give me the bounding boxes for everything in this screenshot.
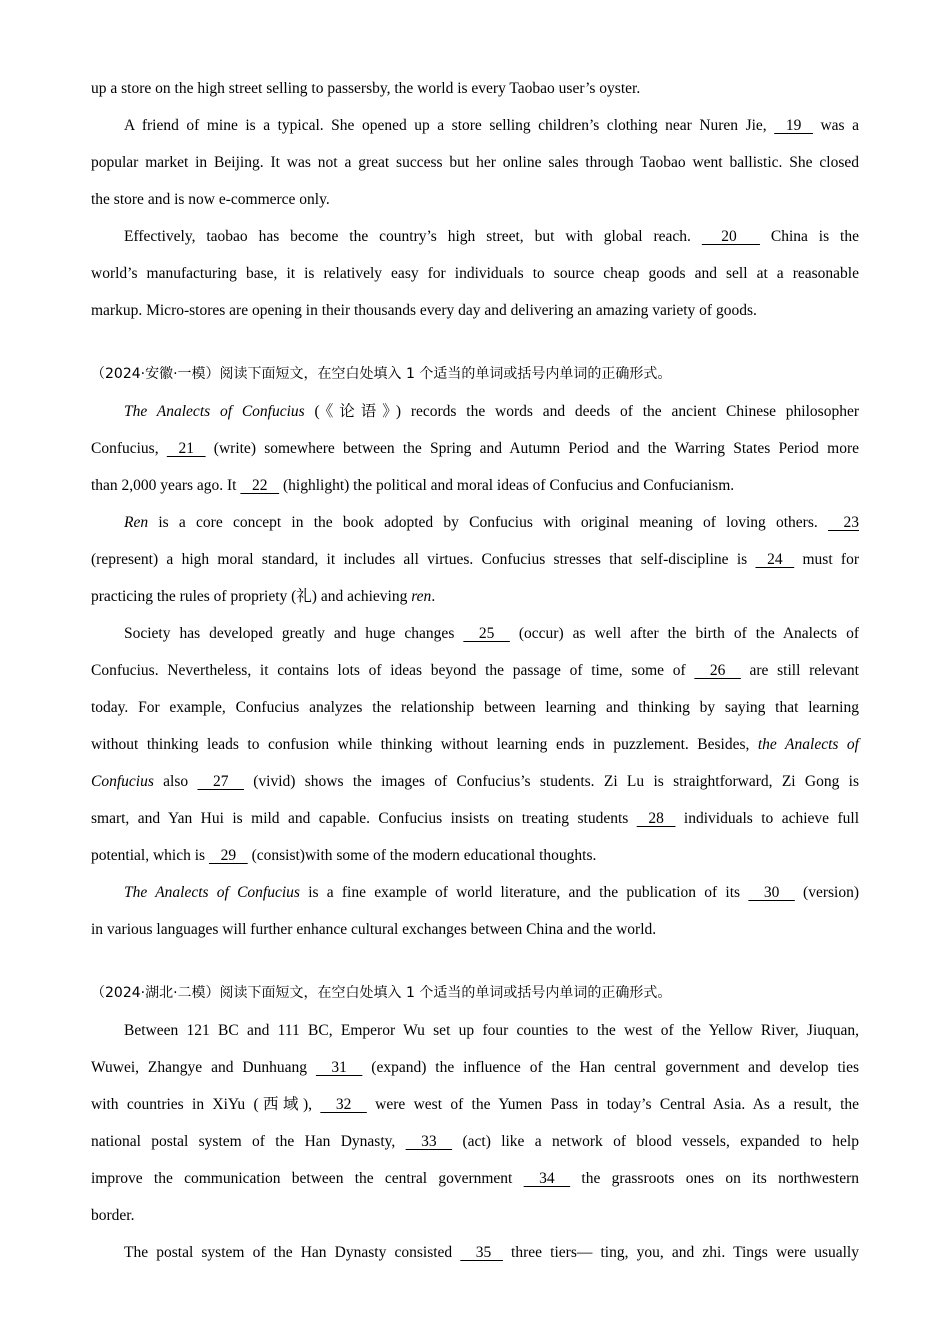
paragraph-line — [91, 70, 859, 107]
blank-35[interactable]: 35 — [460, 1244, 503, 1261]
text: A friend of mine is a typical. She opened up a store selling children’s clothing near Nuren Jie, — [124, 117, 775, 134]
text: without thinking leads to confusion while thinking without learning ends in puzzlement. Besides, — [91, 736, 758, 753]
blank-34[interactable]: 34 — [523, 1170, 571, 1187]
paragraph-line — [91, 504, 859, 541]
text: Confucius, — [91, 440, 167, 457]
paragraph-line — [91, 652, 859, 689]
text: (highlight) the political and moral ideas of Confucius and Confucianism. — [279, 477, 735, 494]
paragraph-line — [91, 144, 859, 181]
text: (《论语》) records the words and deeds of the ancient Chinese philosopher — [304, 403, 859, 420]
text: is a fine example of world literature, and the publication of its — [299, 884, 749, 901]
text: the grassroots ones on its northwestern — [570, 1170, 859, 1187]
text: Society has developed greatly and huge changes — [124, 625, 464, 642]
paragraph-line — [91, 181, 859, 218]
text: national postal system of the Han Dynasty, — [91, 1133, 406, 1150]
text: Effectively, taobao has become the country’s high street, but with global reach. — [124, 228, 702, 245]
paragraph-line — [91, 1234, 859, 1271]
blank-29[interactable]: 29 — [208, 847, 248, 864]
paragraph-line — [91, 1049, 859, 1086]
blank-25[interactable]: 25 — [463, 625, 510, 642]
blank-31[interactable]: 31 — [315, 1059, 363, 1076]
text: smart, and Yan Hui is mild and capable. Confucius insists on treating students — [91, 810, 637, 827]
text: (expand) the influence of the Han central government and develop ties — [362, 1059, 859, 1076]
paragraph-line — [91, 1197, 859, 1234]
paragraph-line — [91, 430, 859, 467]
section-heading: （2024·湖北·二模）阅读下面短文，在空白处填入 1 个适当的单词或括号内单词的正确形式。 — [91, 985, 672, 1001]
text: were west of the Yumen Pass in today’s Central Asia. As a result, the — [366, 1096, 860, 1113]
text: three tiers— ting, you, and zhi. Tings were usually — [502, 1244, 859, 1261]
paragraph-line — [91, 911, 859, 948]
paragraph-line — [91, 837, 859, 874]
section-heading: （2024·安徽·一模）阅读下面短文，在空白处填入 1 个适当的单词或括号内单词的正确形式。 — [91, 366, 672, 382]
paragraph-line — [91, 1012, 859, 1049]
text: (represent) a high moral standard, it includes all virtues. Confucius stresses that self-discipline is — [91, 551, 756, 568]
text: (act) like a network of blood vessels, expanded to help — [452, 1133, 859, 1150]
blank-23[interactable]: 23 — [828, 514, 859, 531]
blank-21[interactable]: 21 — [166, 440, 206, 457]
blank-33[interactable]: 33 — [405, 1133, 453, 1150]
book-title: The Analects of Confucius — [124, 884, 300, 901]
paragraph-line — [91, 689, 859, 726]
text: also — [153, 773, 198, 790]
text: today. For example, Confucius analyzes the relationship between learning and thinking by saying that learning — [91, 699, 859, 716]
text: markup. Micro-stores are opening in their thousands every day and delivering an amazing variety of goods. — [91, 302, 757, 319]
text: Wuwei, Zhangye and Dunhuang — [91, 1059, 316, 1076]
blank-22[interactable]: 22 — [240, 477, 280, 494]
blank-27[interactable]: 27 — [197, 773, 244, 790]
paragraph-line — [91, 255, 859, 292]
paragraph-line — [91, 1086, 859, 1123]
text: potential, which is — [91, 847, 209, 864]
text: practicing the rules of propriety (礼) and achieving — [91, 588, 412, 605]
blank-28[interactable]: 28 — [636, 810, 676, 827]
text: than 2,000 years ago. It — [91, 477, 241, 494]
text: Between 121 BC and 111 BC, Emperor Wu set up four counties to the west of the Yellow River, Jiuquan, — [124, 1022, 859, 1039]
book-title: Confucius — [91, 773, 154, 790]
text: (version) — [794, 884, 860, 901]
term-ren: Ren — [124, 514, 149, 531]
text: border. — [91, 1207, 135, 1224]
text: must for — [794, 551, 860, 568]
text: (occur) as well after the birth of the Analects of — [509, 625, 859, 642]
text: improve the communication between the central government — [91, 1170, 524, 1187]
text: in various languages will further enhance cultural exchanges between China and the world. — [91, 921, 657, 938]
text: (vivid) shows the images of Confucius’s students. Zi Lu is straightforward, Zi Gong is — [243, 773, 860, 790]
blank-26[interactable]: 26 — [694, 662, 741, 679]
paragraph-line — [91, 800, 859, 837]
paragraph-line — [91, 541, 859, 578]
text: (write) somewhere between the Spring and Autumn Period and the Warring States Period more — [205, 440, 859, 457]
text: China is the — [759, 228, 859, 245]
paragraph-line — [91, 578, 859, 615]
text: the store and is now e-commerce only. — [91, 191, 330, 208]
text: are still relevant — [740, 662, 859, 679]
text: with countries in XiYu (西域), — [91, 1096, 321, 1113]
text: individuals to achieve full — [675, 810, 860, 827]
paragraph-line — [91, 615, 859, 652]
text: . — [431, 588, 436, 605]
term-ren: ren — [411, 588, 432, 605]
text: The postal system of the Han Dynasty consisted — [124, 1244, 461, 1261]
blank-20[interactable]: 20 — [701, 228, 760, 245]
paragraph-line — [91, 1160, 859, 1197]
blank-32[interactable]: 32 — [320, 1096, 367, 1113]
text: (consist)with some of the modern educational thoughts. — [247, 847, 597, 864]
paragraph-line — [91, 467, 859, 504]
text: Confucius. Nevertheless, it contains lots of ideas beyond the passage of time, some of — [91, 662, 695, 679]
text: up a store on the high street selling to passersby, the world is every Taobao user’s oyster. — [91, 80, 641, 97]
text: popular market in Beijing. It was not a great success but her online sales through Taobao went ballistic. She closed — [91, 154, 859, 171]
paragraph-line — [91, 1123, 859, 1160]
paragraph-line — [91, 763, 859, 800]
text: was a — [812, 117, 859, 134]
paragraph-line — [91, 874, 859, 911]
text: is a core concept in the book adopted by Confucius with original meaning of loving others. — [148, 514, 828, 531]
text: world’s manufacturing base, it is relatively easy for individuals to source cheap goods and sell at a reasonable — [91, 265, 859, 282]
book-title: The Analects of Confucius — [124, 403, 305, 420]
blank-30[interactable]: 30 — [748, 884, 795, 901]
paragraph-line — [91, 107, 859, 144]
document-page — [91, 70, 859, 1271]
blank-24[interactable]: 24 — [755, 551, 795, 568]
book-title: the Analects of — [757, 736, 859, 753]
paragraph-line — [91, 393, 859, 430]
paragraph-line — [91, 218, 859, 255]
paragraph-line — [91, 292, 859, 329]
blank-19[interactable]: 19 — [774, 117, 813, 134]
paragraph-line — [91, 726, 859, 763]
